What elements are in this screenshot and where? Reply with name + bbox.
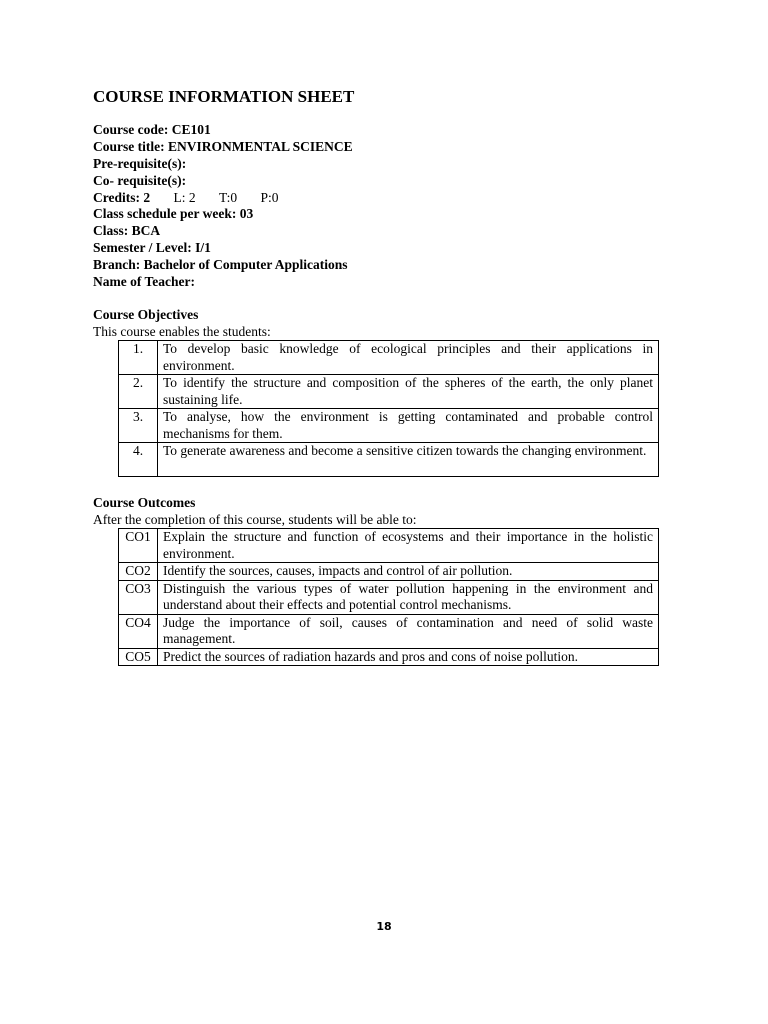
row-number: 4. [119,443,158,477]
row-text: Distinguish the various types of water pollution happening in the environment and understand about their effects and potential control mechanisms. [158,580,659,614]
table-row [119,614,659,648]
row-text: To identify the structure and composition of the spheres of the earth, the only planet sustaining life. [158,375,659,409]
row-number: CO1 [119,529,158,563]
corequisite: Co- requisite(s): [93,172,187,188]
objectives-intro: This course enables the students: [93,324,271,339]
course-info-block [93,122,693,291]
credits-line [93,190,693,207]
semester-level: Semester / Level: I/1 [93,240,211,256]
row-number: 2. [119,375,158,409]
page-number: 18 [376,920,392,933]
prerequisite: Pre-requisite(s): [93,155,187,171]
table-row [119,443,659,477]
course-title: Course title: ENVIRONMENTAL SCIENCE [93,138,353,154]
row-text: To analyse, how the environment is getting contaminated and probable control mechanisms for them. [158,409,659,443]
teacher-name: Name of Teacher: [93,274,195,290]
row-text: Explain the structure and function of ecosystems and their importance in the holistic environment. [158,529,659,563]
row-number: 3. [119,409,158,443]
row-number: 1. [119,341,158,375]
row-number: CO2 [119,563,158,581]
row-number: CO5 [119,648,158,666]
row-text: Judge the importance of soil, causes of contamination and need of solid waste management. [158,614,659,648]
outcomes-intro: After the completion of this course, students will be able to: [93,512,417,527]
table-row [119,580,659,614]
row-text: To generate awareness and become a sensitive citizen towards the changing environment. [158,443,659,477]
row-text: To develop basic knowledge of ecological principles and their applications in environment. [158,341,659,375]
class-schedule: Class schedule per week: 03 [93,206,254,222]
page-title: COURSE INFORMATION SHEET [93,87,355,106]
course-code: Course code: CE101 [93,122,211,137]
credits-practical: P:0 [260,189,279,205]
table-row [119,529,659,563]
table-row [119,648,659,666]
objectives-heading: Course Objectives [93,307,199,322]
class: Class: BCA [93,223,161,239]
row-text: Identify the sources, causes, impacts and control of air pollution. [158,563,659,581]
branch: Branch: Bachelor of Computer Applications [93,257,348,273]
table-row [119,563,659,581]
table-row [119,341,659,375]
table-row [119,375,659,409]
outcomes-table [118,528,659,666]
credits: Credits: 2 [93,189,151,205]
credits-tutorial: T:0 [219,189,238,205]
credits-lecture: L: 2 [173,189,196,205]
row-number: CO4 [119,614,158,648]
table-row [119,409,659,443]
objectives-table [118,340,659,477]
row-number: CO3 [119,580,158,614]
row-text: Predict the sources of radiation hazards and pros and cons of noise pollution. [158,648,659,666]
outcomes-heading: Course Outcomes [93,495,196,510]
